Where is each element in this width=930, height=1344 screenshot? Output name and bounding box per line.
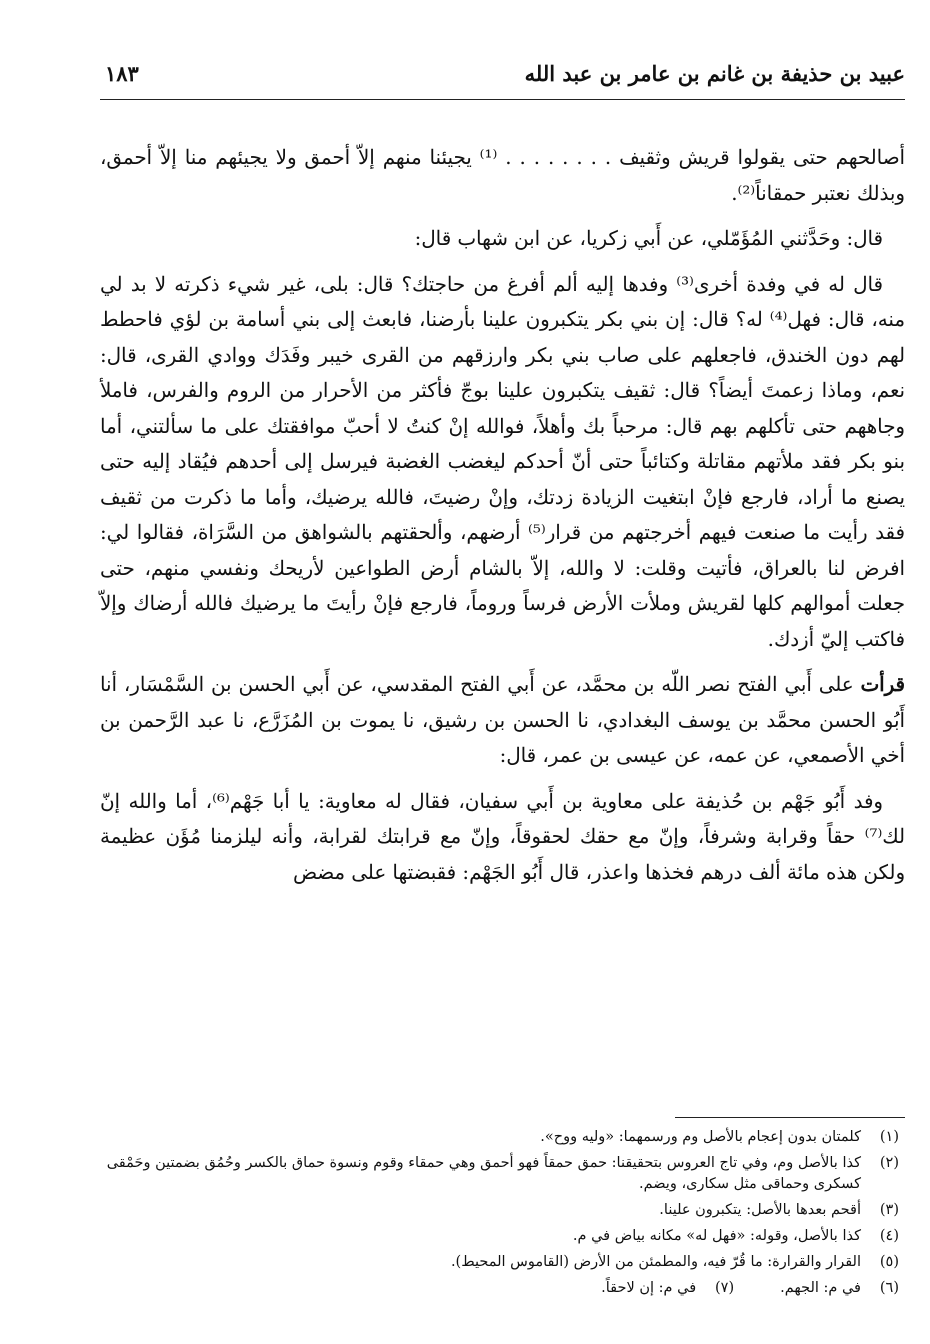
footnote-number: (٥)	[879, 1254, 899, 1270]
running-title: عبيد بن حذيفة بن غانم بن عامر بن عبد الله	[524, 61, 905, 86]
header-rule	[100, 99, 905, 100]
footnote-text: أقحم بعدها بالأصل: يتكبرون علينا.	[659, 1202, 861, 1218]
footnote-number: (٧)	[715, 1280, 735, 1296]
footnote-row	[100, 1278, 905, 1304]
paragraph: أصالحهم حتى يقولوا قريش وثقيف . . . . . . . . ⁽¹⁾ يجيئنا منهم إلاّ أحمق ولا يجيئهم منا إلاّ أحمق، وبذلك نعتبر حمقاناً⁽²⁾.	[100, 146, 905, 205]
footnote-text: في م: إن لاحقاً.	[601, 1280, 697, 1296]
footnote-text: القرار والقرارة: ما قُرّ فيه، والمطمئن من الأرض (القاموس المحيط).	[450, 1254, 861, 1270]
main-text	[100, 140, 905, 900]
paragraph: قال له في وفدة أخرى⁽³⁾ وفدها إليه ألم أفرغ من حاجتك؟ قال: بلى، غير شيء ذكرته لا بد لي منه، قال: فهل⁽⁴⁾ له؟ قال: إن بني بكر يتكبرون علينا بأرضنا، فابعث إلى بني أسامة بن لؤي فاحطط لهم دون الخندق، فاجعلهم على صاب بني بكر وارزقهم من القرى خيبر وفَدَك ووادي القرى، قال: نعم، وماذا زعمتَ أيضاً؟ قال: ثقيف يتكبرون علينا بوجّ فأكثر من الأحرار من الروم والفرس، فاملأ وجاههم حتى تأكلهم بهم قال: مرحباً بك وأهلاً، فوالله إنْ كنتُ لا أحبّ موافقتك على ما سألتني، أما بنو بكر فقد ملأتهم مقاتلة وكتائباً حتى أنّ أحدكم ليغضب الغضبة فيرسل إلى أحدهم فيُقاد إليه حتى يصنع ما أراد، فارجع فإنْ ابتغيت الزيادة زدتك، وإنْ رضيتَ، فالله يرضيك، وأما ما ذكرت من ثقيف فقد رأيت ما صنعت فيهم أخرجتهم من قرار⁽⁵⁾ أرضهم، وألحقتهم بالشواهق من السَّرَاة، فقالوا لي: افرض لنا بالعراق، فأتيت وقلت: لا والله، إلاّ بالشام أرض الطواعين لأريحك ونفسي منهم، حتى جعلت أموالهم كلها لقريش وملأت الأرض فرساً وروماً، فارجع فإنْ رأيتَ ما يرضيك فالله أرضاك وإلاّ فاكتب إليّ أزدك.	[100, 272, 905, 651]
paragraph: قال: وحَدَّثني المُؤَمّلي، عن أَبي زكريا، عن ابن شهاب قال:	[414, 227, 883, 250]
footnote-text: في م: الجهم.	[780, 1280, 861, 1296]
footnote-number: (٢)	[879, 1155, 899, 1171]
footnote	[100, 1226, 905, 1247]
book-page	[100, 55, 905, 1305]
page-header	[100, 55, 905, 95]
paragraph: وفد أَبُو جَهْم بن حُذيفة على معاوية بن أَبي سفيان، فقال له معاوية: يا أبا جَهْم⁽⁶⁾، أما والله إنّ لك⁽⁷⁾ حقاً وقرابة وشرفاً، وإنّ مع حقك لحقوقاً، وإنّ مع قرابتك لقرابة، وأنه ليلزمنا مُؤَن عظيمة ولكن هذه مائة ألف درهم فخذها واعذر، قال أَبُو الجَهْم: فقبضتها على مضض	[100, 789, 905, 884]
footnotes	[100, 1127, 905, 1304]
footnote	[100, 1127, 905, 1148]
footnote-number: (٦)	[879, 1280, 899, 1296]
footnote-number: (١)	[879, 1129, 899, 1145]
page-number: ١٨٣	[105, 61, 139, 86]
footnote	[100, 1252, 905, 1273]
footnote-number: (٣)	[879, 1202, 899, 1218]
paragraph-text: على أَبي الفتح نصر اللّه بن محمَّد، عن أَبي الفتح المقدسي، عن أَبي الحسن بن السَّمْسَار، أنا أَبُو الحسن محمَّد بن يوسف البغدادي، نا الحسن بن رشيق، نا يموت بن المُزَرَّع، نا عبد الرَّحمن بن أخي الأصمعي، عن عمه، عن عيسى بن عمر، قال:	[100, 673, 905, 767]
footnote-number: (٤)	[879, 1228, 899, 1244]
footnote-text: كلمتان بدون إعجام بالأصل وم ورسمهما: «وليه ووح».	[540, 1129, 861, 1145]
footnote-separator	[675, 1117, 905, 1118]
paragraph-lead-word: قرأت	[860, 672, 905, 696]
footnote	[780, 1278, 905, 1299]
footnote-text: كذا بالأصل وم، وفي تاج العروس بتحقيقنا: حمق حمقاً فهو أحمق وهي حمقاء وقوم ونسوة حماق بالكسر وحُمُق بضمتين وحَمْقى كسكرى وحماقى مثل سكارى، ويضم.	[106, 1155, 861, 1192]
paragraph	[100, 667, 905, 774]
footnote	[100, 1153, 905, 1195]
footnote	[100, 1200, 905, 1221]
footnote	[601, 1278, 740, 1299]
footnote-text: كذا بالأصل، وقوله: «فهل له» مكانه بياض في م.	[572, 1228, 861, 1244]
